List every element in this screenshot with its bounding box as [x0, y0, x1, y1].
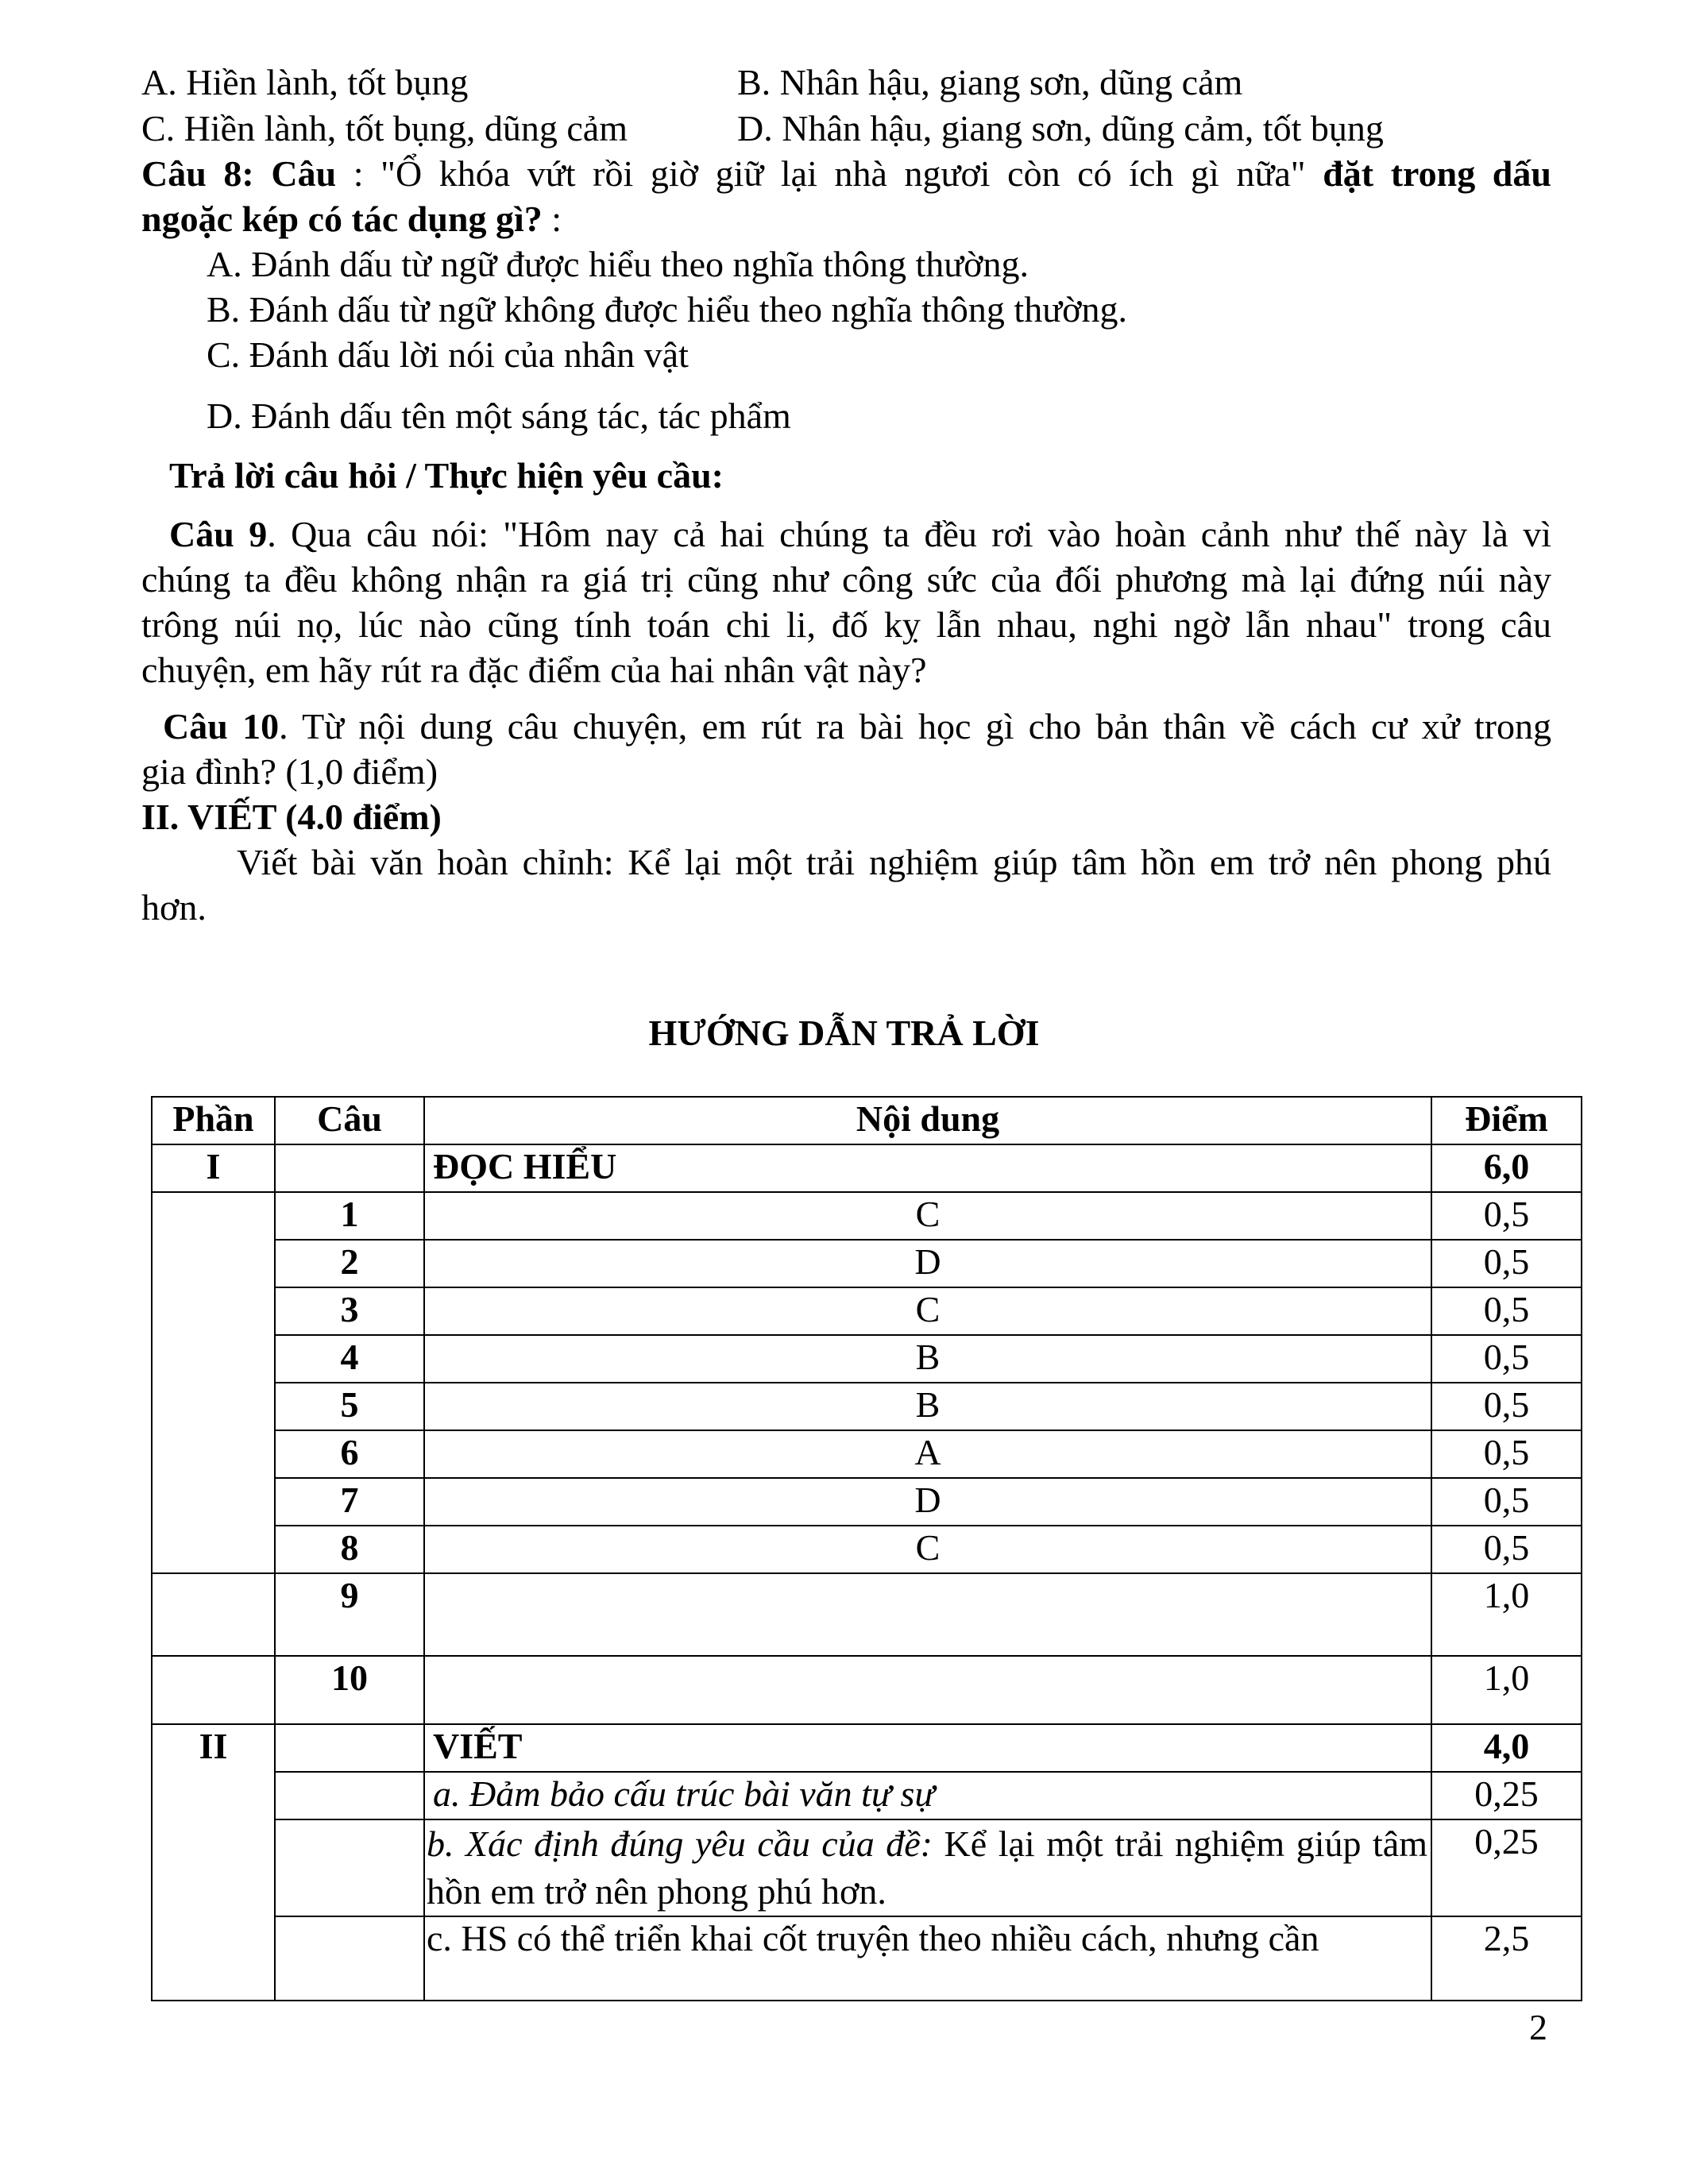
writing-row-b-cau: [275, 1819, 424, 1916]
row-10-score: 1,0: [1431, 1656, 1582, 1724]
section-answer-heading: Trả lời câu hỏi / Thực hiện yêu cầu:: [169, 455, 724, 496]
q8-option-a: A. Đánh dấu từ ngữ được hiểu theo nghĩa thông thường.: [207, 244, 1029, 284]
q8-option-b: B. Đánh dấu từ ngữ không được hiểu theo nghĩa thông thường.: [207, 289, 1127, 330]
q9-line1: [169, 511, 1551, 558]
row-score: 0,5: [1431, 1526, 1582, 1573]
writing-row-c: [152, 1916, 1582, 2001]
row-9-score: 1,0: [1431, 1573, 1582, 1656]
table-row: [152, 1383, 1582, 1430]
q8-option-d: D. Đánh dấu tên một sáng tác, tác phẩm: [207, 396, 791, 436]
table-row-10: [152, 1656, 1582, 1724]
q9-line2: chúng ta đều không nhận ra giá trị cũng như công sức của đối phương mà lại đứng núi này: [141, 559, 1551, 600]
row-cau: 4: [275, 1335, 424, 1383]
table-row: [152, 1478, 1582, 1526]
part-i-cau: [275, 1144, 424, 1192]
writing-line2: hơn.: [141, 887, 207, 928]
part-ii-content: VIẾT: [424, 1724, 1431, 1772]
writing-row-a-cau: [275, 1772, 424, 1819]
row-score: 0,5: [1431, 1478, 1582, 1526]
table-row: [152, 1240, 1582, 1287]
part-ii-label: II: [152, 1724, 275, 2001]
q9-line3: trông núi nọ, lúc nào cũng tính toán chi li, đố kỵ lẫn nhau, nghi ngờ lẫn nhau" trong câu: [141, 604, 1551, 645]
part-i-score: 6,0: [1431, 1144, 1582, 1192]
q7-option-c: C. Hiền lành, tốt bụng, dũng cảm: [141, 108, 628, 149]
row-answer: D: [424, 1478, 1431, 1526]
q8-quote: : "Ổ khóa vứt rồi giờ giữ lại nhà ngươi còn có ích gì nữa": [336, 153, 1323, 194]
q9-line4: chuyện, em hãy rút ra đặc điểm của hai nhân vật này?: [141, 650, 927, 690]
answer-table: [151, 1096, 1582, 2001]
header-noidung: Nội dung: [424, 1097, 1431, 1144]
page-number: 2: [1529, 2007, 1547, 2047]
row-10-content: [424, 1656, 1431, 1724]
row-cau: 2: [275, 1240, 424, 1287]
q8-prompt-tail: :: [542, 199, 562, 239]
q7-option-d: D. Nhân hậu, giang sơn, dũng cảm, tốt bụng: [737, 108, 1384, 149]
row-score: 0,5: [1431, 1335, 1582, 1383]
row-answer: D: [424, 1240, 1431, 1287]
writing-row-b: [152, 1819, 1582, 1916]
table-row: [152, 1287, 1582, 1335]
row-9-cau: 9: [275, 1573, 424, 1656]
row-answer: C: [424, 1526, 1431, 1573]
q10-label: Câu 10: [163, 706, 280, 747]
row-score: 0,5: [1431, 1240, 1582, 1287]
q8-prompt-line1: đặt trong dấu: [1323, 153, 1551, 194]
writing-row-c-content: c. HS có thể triển khai cốt truyện theo nhiều cách, nhưng cần: [424, 1916, 1431, 2001]
row-answer: C: [424, 1192, 1431, 1240]
q8-option-c: C. Đánh dấu lời nói của nhân vật: [207, 334, 689, 375]
header-cau: Câu: [275, 1097, 424, 1144]
guide-title: HƯỚNG DẪN TRẢ LỜI: [648, 1013, 1040, 1053]
row-answer: B: [424, 1383, 1431, 1430]
row-10-cau: 10: [275, 1656, 424, 1724]
q8-prompt-line2: ngoặc kép có tác dụng gì?: [141, 199, 543, 239]
writing-row-b-content: [424, 1819, 1431, 1916]
row-score: 0,5: [1431, 1287, 1582, 1335]
q10-text-1: . Từ nội dung câu chuyện, em rút ra bài học gì cho bản thân về cách cư xử trong: [279, 706, 1551, 747]
writing-row-b-rest: Kể lại một trải nghiệm giúp tâm hồn em trở nên phong phú hơn.: [427, 1823, 1427, 1912]
part-i-span-cell: [152, 1192, 275, 1573]
row-answer: C: [424, 1287, 1431, 1335]
writing-title: II. VIẾT (4.0 điểm): [141, 797, 442, 837]
part-ii-cau: [275, 1724, 424, 1772]
row-cau: 5: [275, 1383, 424, 1430]
part-i-label: I: [152, 1144, 275, 1192]
part-ii-row: [152, 1724, 1582, 1772]
row-10-phan: [152, 1656, 275, 1724]
part-i-content: ĐỌC HIỂU: [424, 1144, 1431, 1192]
table-row: [152, 1430, 1582, 1478]
row-cau: 1: [275, 1192, 424, 1240]
q8-line1: [141, 151, 1551, 197]
writing-row-a-content: a. Đảm bảo cấu trúc bài văn tự sự: [424, 1772, 1431, 1819]
table-header-row: [152, 1097, 1582, 1144]
writing-row-a-score: 0,25: [1431, 1772, 1582, 1819]
table-row: [152, 1526, 1582, 1573]
header-diem: Điểm: [1431, 1097, 1582, 1144]
q9-text-1: . Qua câu nói: "Hôm nay cả hai chúng ta đều rơi vào hoàn cảnh như thế này là vì: [267, 514, 1551, 554]
q9-label: Câu 9: [169, 514, 268, 554]
row-answer: B: [424, 1335, 1431, 1383]
writing-line1: Viết bài văn hoàn chỉnh: Kể lại một trải nghiệm giúp tâm hồn em trở nên phong phú: [237, 842, 1551, 882]
header-phan: Phần: [152, 1097, 275, 1144]
row-score: 0,5: [1431, 1192, 1582, 1240]
q7-option-a: A. Hiền lành, tốt bụng: [141, 62, 469, 102]
row-score: 0,5: [1431, 1383, 1582, 1430]
q10-line1: [163, 704, 1551, 750]
writing-row-b-italic: b. Xác định đúng yêu cầu của đề:: [427, 1823, 933, 1864]
row-9-phan: [152, 1573, 275, 1656]
row-answer: A: [424, 1430, 1431, 1478]
row-cau: 7: [275, 1478, 424, 1526]
q7-option-b: B. Nhân hậu, giang sơn, dũng cảm: [737, 62, 1243, 102]
row-cau: 3: [275, 1287, 424, 1335]
table-row: [152, 1335, 1582, 1383]
q8-line2: [141, 196, 562, 242]
table-row-9: [152, 1573, 1582, 1656]
writing-row-b-score: 0,25: [1431, 1819, 1582, 1916]
q10-line2: gia đình? (1,0 điểm): [141, 751, 438, 792]
part-i-row: [152, 1144, 1582, 1192]
writing-row-c-cau: [275, 1916, 424, 2001]
q8-label: Câu 8: Câu: [141, 153, 337, 194]
row-score: 0,5: [1431, 1430, 1582, 1478]
writing-row-a: [152, 1772, 1582, 1819]
part-ii-score: 4,0: [1431, 1724, 1582, 1772]
row-cau: 6: [275, 1430, 424, 1478]
row-9-content: [424, 1573, 1431, 1656]
writing-row-c-score: 2,5: [1431, 1916, 1582, 2001]
row-cau: 8: [275, 1526, 424, 1573]
table-row: [152, 1192, 1582, 1240]
